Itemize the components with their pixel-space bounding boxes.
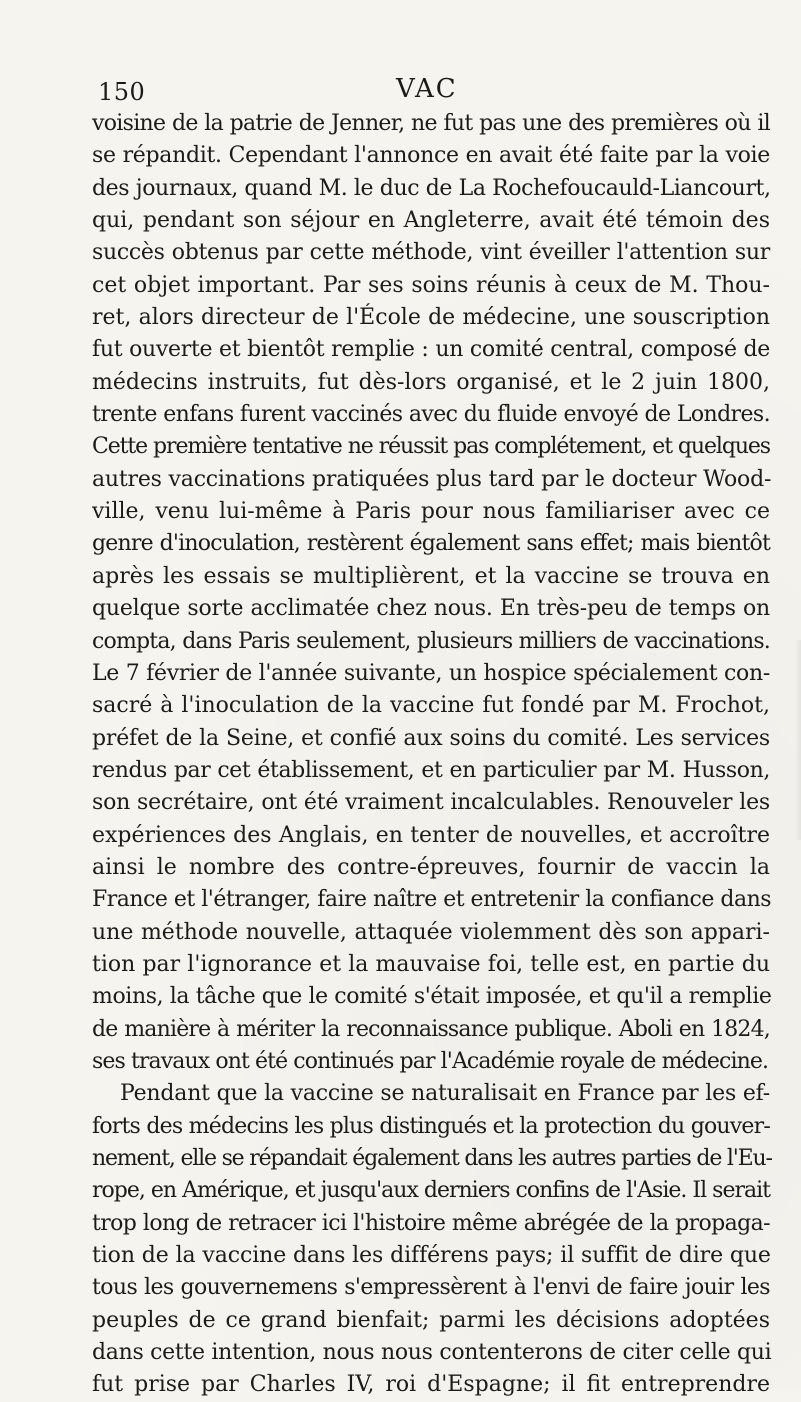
text-line: Le 7 février de l'année suivante, un hospice spécialement con- [92, 660, 770, 686]
text-line: ainsi le nombre des contre-épreuves, fournir de vaccin la [92, 854, 770, 880]
page-edge-shadow [795, 640, 801, 840]
text-line: tion par l'ignorance et la mauvaise foi, telle est, en partie du [92, 951, 770, 977]
body-text [92, 108, 770, 1402]
text-line: une méthode nouvelle, attaquée violemment dès son appari- [92, 919, 770, 945]
text-line: forts des médecins les plus distingués et la protection du gouver- [92, 1113, 770, 1139]
text-line: France et l'étranger, faire naître et entretenir la confiance dans [92, 887, 772, 913]
text-line: rendus par cet établissement, et en particulier par M. Husson, [92, 757, 770, 783]
text-line: ret, alors directeur de l'École de médecine, une souscription [92, 305, 770, 331]
text-line: son secrétaire, ont été vraiment incalculables. Renouveler les [92, 790, 770, 816]
page-number: 150 [98, 78, 146, 106]
text-line: après les essais se multiplièrent, et la vaccine se trouva en [92, 563, 770, 589]
text-line: trop long de retracer ici l'histoire même abrégée de la propaga- [92, 1210, 770, 1236]
page-header [98, 70, 758, 110]
text-line: compta, dans Paris seulement, plusieurs milliers de vaccinations. [92, 628, 770, 654]
text-line: sacré à l'inoculation de la vaccine fut fondé par M. Frochot, [92, 693, 770, 719]
text-line: Pendant que la vaccine se naturalisait en France par les ef- [120, 1081, 771, 1107]
text-line: rope, en Amérique, et jusqu'aux derniers confins de l'Asie. Il serait [92, 1178, 770, 1204]
text-line: ses travaux ont été continués par l'Académie royale de médecine. [92, 1048, 769, 1074]
text-line: voisine de la patrie de Jenner, ne fut pas une des premières où il [92, 111, 770, 136]
text-line: Cette première tentative ne réussit pas complétement, et quelques [92, 434, 770, 460]
text-line: expériences des Anglais, en tenter de nouvelles, et accroître [92, 822, 770, 848]
text-line: de manière à mériter la reconnaissance publique. Aboli en 1824, [92, 1016, 770, 1042]
text-line: quelque sorte acclimatée chez nous. En très-peu de temps on [92, 596, 770, 622]
text-line: moins, la tâche que le comité s'était imposée, et qu'il a remplie [92, 984, 772, 1010]
text-line: dans cette intention, nous nous contenterons de citer celle qui [92, 1340, 772, 1366]
text-line: succès obtenus par cette méthode, vint éveiller l'attention sur [92, 240, 770, 266]
text-line: trente enfans furent vaccinés avec du fluide envoyé de Londres. [92, 402, 770, 428]
text-line: genre d'inoculation, restèrent également sans effet; mais bientôt [92, 531, 770, 557]
text-line: préfet de la Seine, et confié aux soins du comité. Les services [92, 725, 770, 751]
running-head: VAC [396, 74, 458, 104]
text-line: médecins instruits, fut dès-lors organisé, et le 2 juin 1800, [92, 369, 770, 395]
text-line: peuples de ce grand bienfait; parmi les décisions adoptées [92, 1307, 770, 1333]
text-line: ville, venu lui-même à Paris pour nous familiariser avec ce [92, 499, 770, 525]
text-line: se répandit. Cependant l'annonce en avait été faite par la voie [92, 143, 770, 169]
text-line: tous les gouvernemens s'empressèrent à l'envi de faire jouir les [92, 1275, 770, 1301]
text-line: tion de la vaccine dans les différens pays; il suffit de dire que [92, 1243, 771, 1269]
text-line: nement, elle se répandait également dans les autres parties de l'Eu- [92, 1146, 772, 1171]
text-line: fut ouverte et bientôt remplie : un comité central, composé de [92, 337, 770, 363]
text-line: cet objet important. Par ses soins réunis à ceux de M. Thou- [92, 272, 770, 298]
text-line: autres vaccinations pratiquées plus tard par le docteur Wood- [92, 466, 772, 492]
text-line: qui, pendant son séjour en Angleterre, avait été témoin des [92, 208, 770, 234]
text-line: des journaux, quand M. le duc de La Rochefoucauld-Liancourt, [92, 175, 771, 201]
text-line: fut prise par Charles IV, roi d'Espagne; il fit entreprendre [92, 1372, 770, 1398]
